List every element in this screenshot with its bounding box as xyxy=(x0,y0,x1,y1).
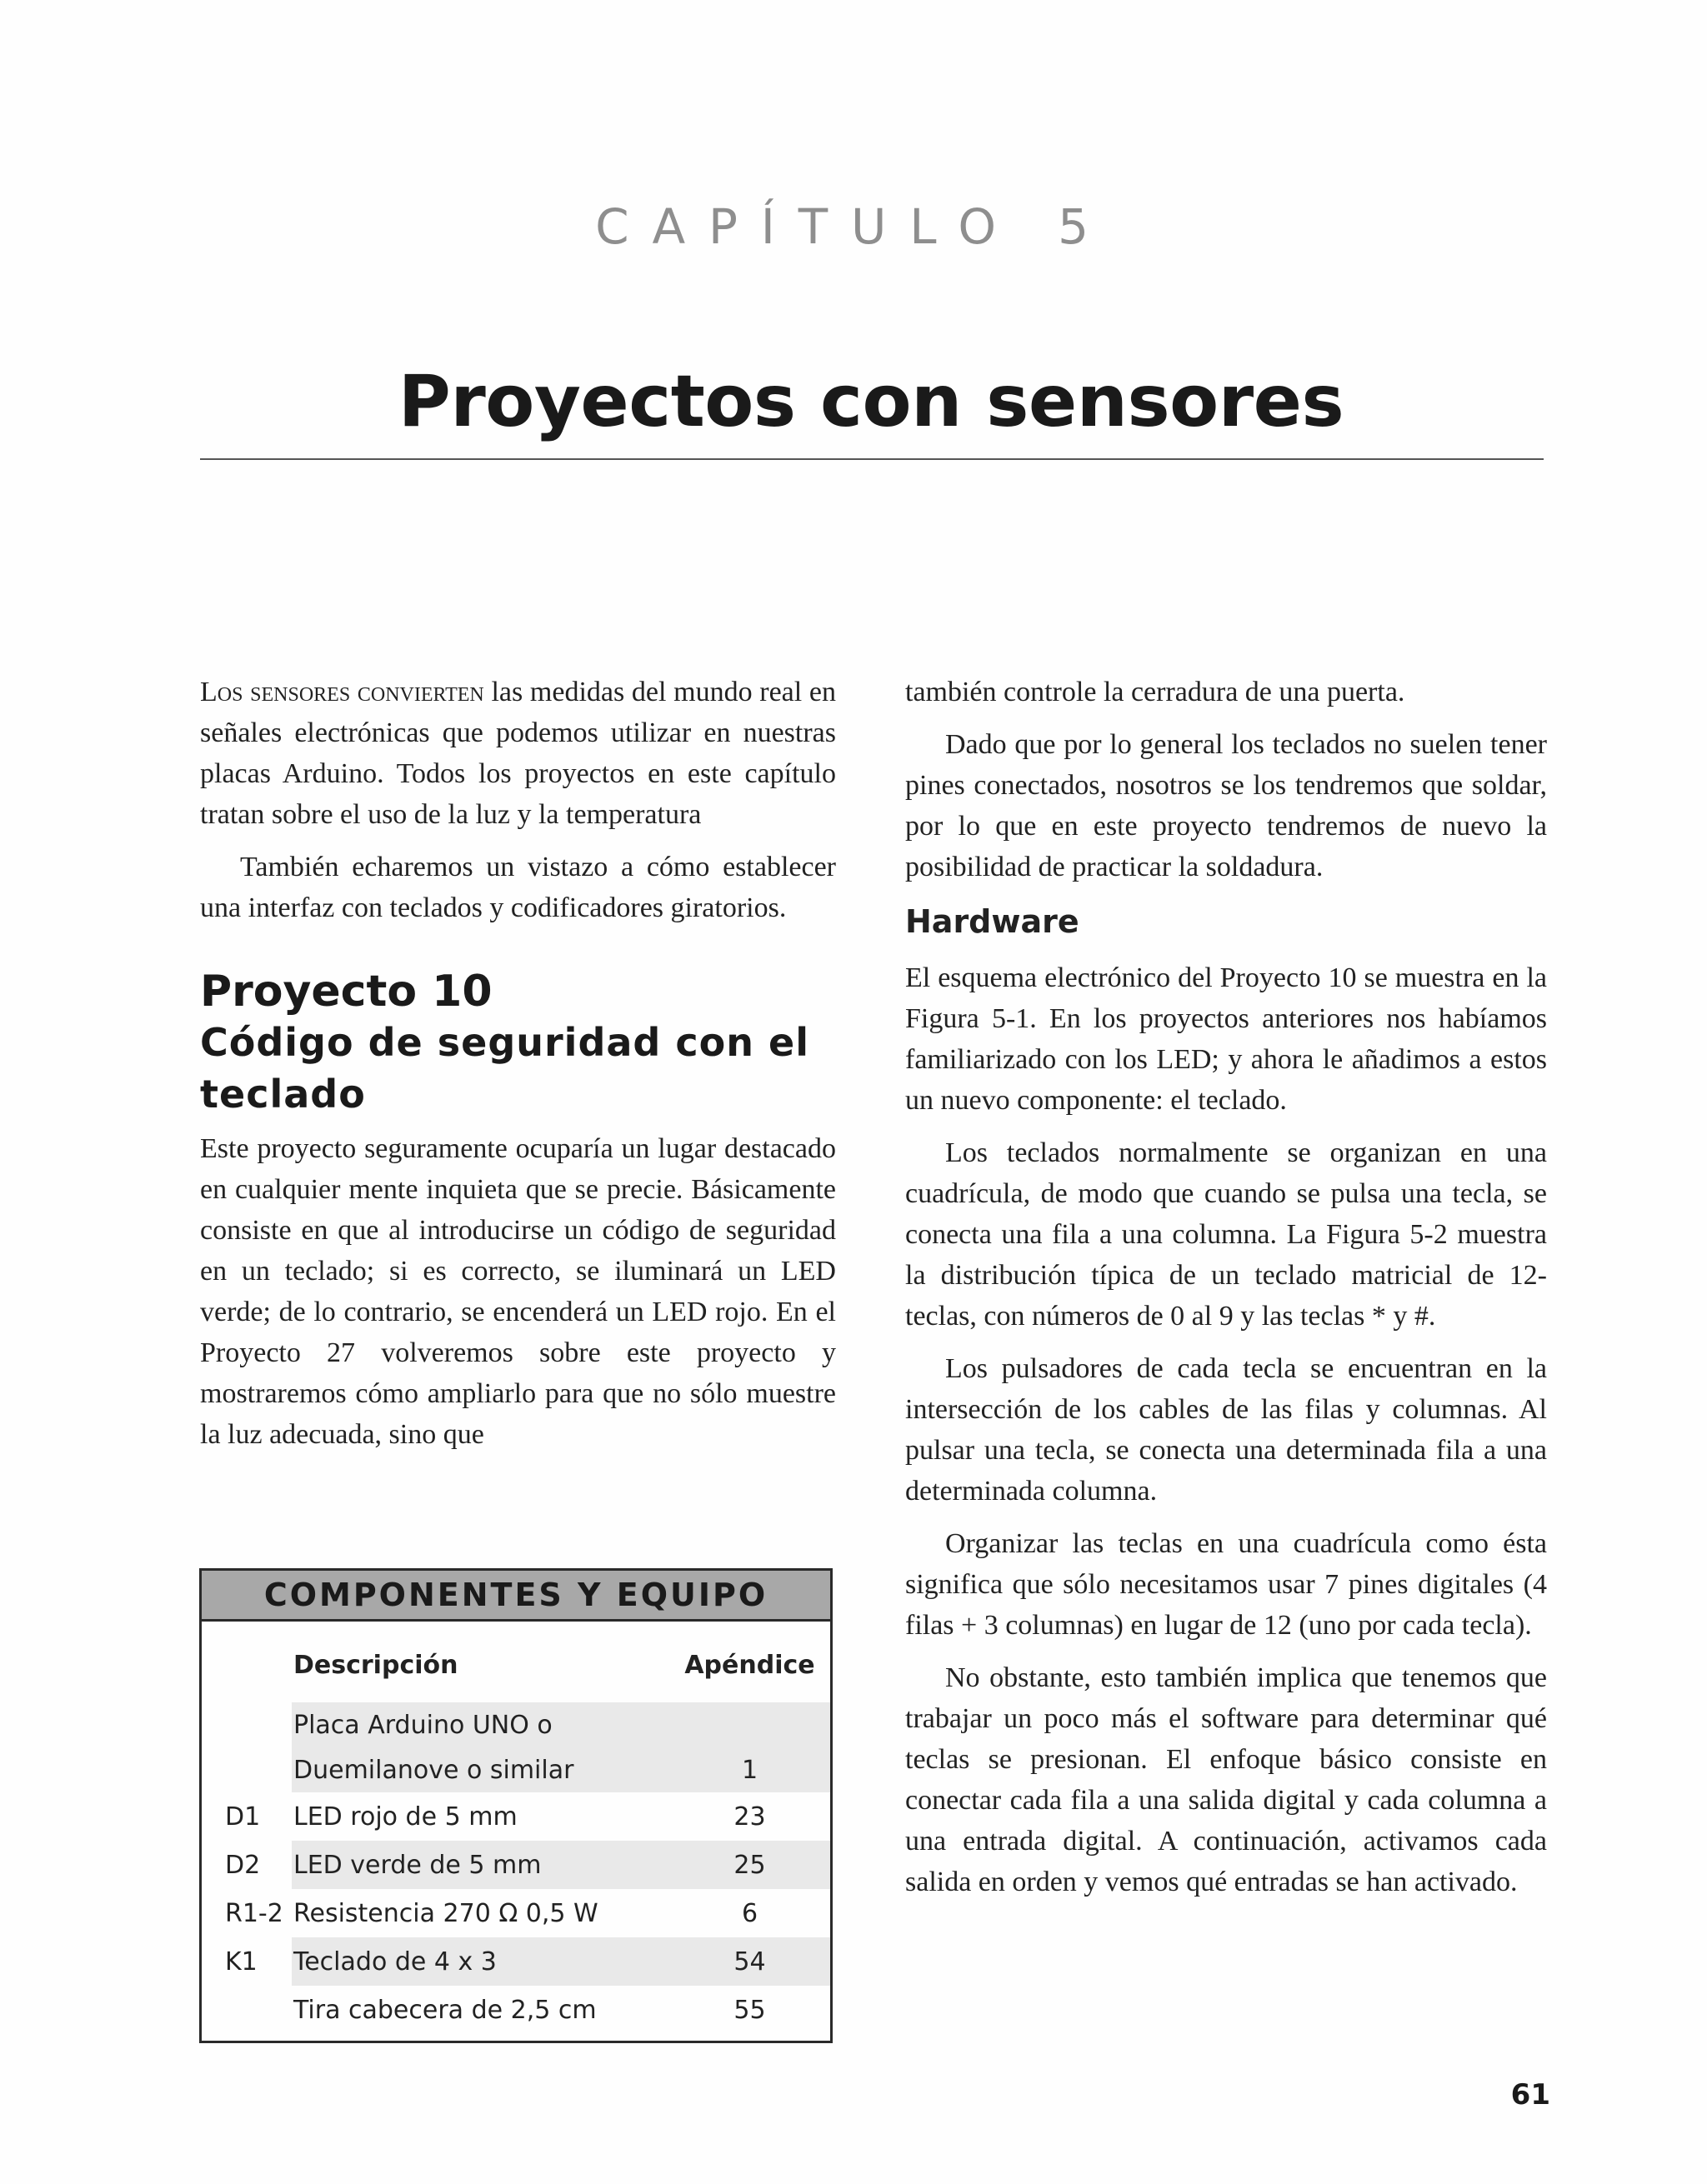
intro-text: las medidas del mundo real en señales electrónicas que podemos utilizar en nuestras placas Arduino. Todos los proyectos en este capítulo tratan sobre el uso de la luz y la temperatura xyxy=(200,677,836,830)
description-cell: LED rojo de 5 mm xyxy=(293,1802,518,1832)
table-row xyxy=(202,1702,830,1747)
paragraph: Dado que por lo general los teclados no suelen tener pines conectados, nosotros se los tendremos que soldar, por lo que en este proyecto tendremos de nuevo la posibilidad de practicar la soldadura. xyxy=(905,729,1547,882)
ref-column-header xyxy=(202,1622,292,1702)
table-row xyxy=(202,1747,830,1792)
paragraph: Organizar las teclas en una cuadrícula como ésta significa que sólo necesitamos usar 7 pines digitales (4 filas + 3 columnas) en lugar de 12 (uno por cada tecla). xyxy=(905,1528,1547,1641)
ref-cell: D1 xyxy=(225,1802,261,1832)
chapter-title: Proyectos con sensores xyxy=(398,360,1344,443)
appendix-cell: 54 xyxy=(669,1937,830,1986)
ref-cell: D2 xyxy=(225,1850,261,1880)
components-table xyxy=(202,1622,830,2034)
project-number: Proyecto 10 xyxy=(200,967,493,1017)
appendix-cell-blank xyxy=(669,1702,830,1747)
ref-cell: R1-2 xyxy=(225,1898,283,1928)
intro-paragraph xyxy=(200,672,836,835)
description-cell: Resistencia 270 Ω 0,5 W xyxy=(293,1898,598,1928)
hardware-heading: Hardware xyxy=(905,903,1079,940)
intro-paragraph-2: También echaremos un vistazo a cómo establecer una interfaz con teclados y codificadores giratorios. xyxy=(200,852,836,923)
ref-cell-blank xyxy=(202,1747,292,1792)
paragraph: Los pulsadores de cada tecla se encuentran en la intersección de los cables de las filas y columnas. Al pulsar una tecla, se conecta una determinada fila a una determinada columna. xyxy=(905,1353,1547,1507)
continued-paragraph: también controle la cerradura de una puerta. xyxy=(905,677,1405,707)
description-cell: LED verde de 5 mm xyxy=(292,1841,669,1889)
table-row xyxy=(202,1792,830,1841)
project-title: Código de seguridad con el teclado xyxy=(200,1020,809,1117)
appendix-cell: 1 xyxy=(669,1747,830,1792)
appendix-cell: 55 xyxy=(733,1995,766,2025)
paragraph: No obstante, esto también implica que tenemos que trabajar un poco más el software para determinar qué teclas se presionan. El enfoque básico consiste en conectar cada fila a una salida digital y cada columna a una entrada digital. A continuación, activamos cada salida en orden y vemos qué entradas se han activado. xyxy=(905,1662,1547,1897)
right-column xyxy=(905,672,1547,1902)
components-header-row xyxy=(202,1622,830,1702)
paragraph: El esquema electrónico del Proyecto 10 se muestra en la Figura 5-1. En los proyectos anteriores nos habíamos familiarizado con los LED; y ahora le añadimos a estos un nuevo componente: el teclado. xyxy=(905,962,1547,1116)
ref-cell xyxy=(202,1702,292,1747)
table-row xyxy=(202,1986,830,2034)
table-row xyxy=(202,1841,830,1889)
title-rule xyxy=(200,458,1544,460)
appendix-column-header: Apéndice xyxy=(684,1650,815,1680)
description-cell: Tira cabecera de 2,5 cm xyxy=(293,1995,597,2025)
description-column-header: Descripción xyxy=(293,1650,458,1680)
project-paragraph: Este proyecto seguramente ocuparía un lugar destacado en cualquier mente inquieta que se precie. Básicamente consiste en que al introducirse un código de seguridad en un teclado; si es correcto, se iluminará un LED verde; de lo contrario, se encenderá un LED rojo. En el Proyecto 27 volveremos sobre este proyecto y mostraremos cómo ampliarlo para que no sólo muestre la luz adecuada, sino que xyxy=(200,1133,836,1450)
appendix-cell: 25 xyxy=(669,1841,830,1889)
left-column xyxy=(200,672,836,1455)
ref-cell: K1 xyxy=(225,1947,258,1977)
components-heading: COMPONENTES Y EQUIPO xyxy=(202,1571,830,1622)
table-row xyxy=(202,1937,830,1986)
chapter-label: CAPÍTULO 5 xyxy=(595,198,1112,255)
paragraph: Los teclados normalmente se organizan en una cuadrícula, de modo que cuando se pulsa una tecla, se conecta una fila a una columna. La Figura 5-2 muestra la distribución típica de un teclado matricial de 12-teclas, con números de 0 al 9 y las teclas * y #. xyxy=(905,1137,1547,1332)
appendix-cell: 23 xyxy=(733,1802,766,1832)
description-cell: Placa Arduino UNO o xyxy=(292,1702,669,1747)
ref-cell xyxy=(202,1986,292,2034)
appendix-cell: 6 xyxy=(741,1898,758,1928)
description-cell: Duemilanove o similar xyxy=(292,1747,669,1792)
table-row xyxy=(202,1889,830,1937)
components-box xyxy=(199,1568,833,2043)
description-cell: Teclado de 4 x 3 xyxy=(292,1937,669,1986)
page-number: 61 xyxy=(1510,2078,1550,2112)
intro-lead: Los sensores convierten xyxy=(200,677,484,707)
